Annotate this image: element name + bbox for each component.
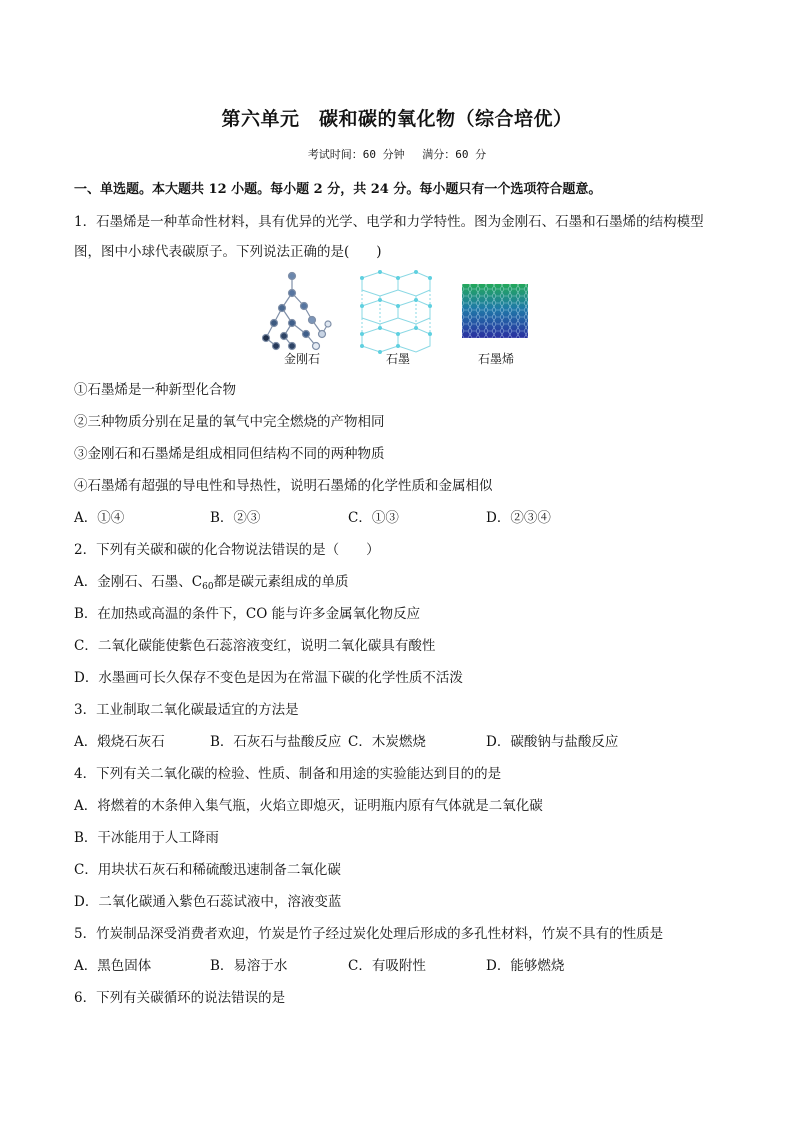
q4-option-d: D．二氧化碳通入紫色石蕊试液中，溶液变蓝: [74, 894, 342, 910]
caption-diamond: 金刚石: [283, 352, 320, 366]
q1-option-b: B．②③: [210, 510, 261, 526]
q1-statement-2: ②三种物质分别在足量的氧气中完全燃烧的产物相同: [74, 414, 385, 430]
q5-option-d: D．能够燃烧: [486, 958, 565, 974]
q4-option-b: B．干冰能用于人工降雨: [74, 830, 219, 846]
q5-option-c: C．有吸附性: [348, 958, 426, 974]
q2-option-c: C．二氧化碳能使紫色石蕊溶液变红，说明二氧化碳具有酸性: [74, 638, 436, 654]
q4-option-c: C．用块状石灰石和稀硫酸迅速制备二氧化碳: [74, 862, 341, 878]
q5-option-b: B．易溶于水: [210, 958, 288, 974]
q6-stem: 6．下列有关碳循环的说法错误的是: [74, 990, 286, 1006]
q1-statement-1: ①石墨烯是一种新型化合物: [74, 382, 236, 398]
q1-statement-4: ④石墨烯有超强的导电性和导热性，说明石墨烯的化学性质和金属相似: [74, 478, 493, 494]
q2-option-a-pre: A．金刚石、石墨、C: [74, 574, 203, 590]
q2-option-a: [74, 570, 349, 592]
q4-option-a: A．将燃着的木条伸入集气瓶，火焰立即熄灭，证明瓶内原有气体就是二氧化碳: [74, 798, 543, 814]
caption-graphite: 石墨: [385, 352, 410, 366]
graphite-model: [362, 272, 430, 352]
page-title: 第六单元 碳和碳的氧化物（综合培优）: [221, 108, 573, 130]
q2-option-b: B．在加热或高温的条件下，CO 能与许多金属氧化物反应: [74, 606, 421, 622]
caption-graphene: 石墨烯: [477, 352, 514, 366]
q2-option-a-post: 都是碳元素组成的单质: [213, 574, 349, 590]
diamond-model: [263, 273, 332, 350]
q1-option-c: C．①③: [348, 510, 399, 526]
q2-stem: 2．下列有关碳和碳的化合物说法错误的是（ ）: [74, 542, 380, 558]
q4-stem: 4．下列有关二氧化碳的检验、性质、制备和用途的实验能达到目的的是: [74, 766, 502, 782]
graphite-atoms: [360, 270, 432, 354]
q3-stem: 3．工业制取二氧化碳最适宜的方法是: [74, 702, 299, 718]
q5-option-a: A．黑色固体: [74, 958, 152, 974]
section-heading: 一、单选题。本大题共 12 小题。每小题 2 分，共 24 分。每小题只有一个选项符合题意。: [74, 182, 602, 197]
q5-stem: 5．竹炭制品深受消费者欢迎，竹炭是竹子经过炭化处理后形成的多孔性材料，竹炭不具有的性质是: [74, 926, 664, 942]
q1-stem-line1: 1．石墨烯是一种革命性材料，具有优异的光学、电学和力学特性。图为金刚石、石墨和石墨烯的结构模型: [74, 214, 704, 230]
q2-option-a-subscript: 60: [202, 582, 214, 592]
exam-info: 考试时间：60 分钟 满分：60 分: [307, 148, 487, 161]
q1-statement-3: ③金刚石和石墨烯是组成相同但结构不同的两种物质: [74, 446, 385, 462]
q3-option-b: B．石灰石与盐酸反应: [210, 734, 342, 750]
q3-option-a: A．煅烧石灰石: [74, 734, 165, 750]
graphene-model: [462, 284, 528, 338]
q3-option-d: D．碳酸钠与盐酸反应: [486, 734, 619, 750]
q1-stem-line2: 图，图中小球代表碳原子。下列说法正确的是( ): [74, 244, 382, 260]
q3-option-c: C．木炭燃烧: [348, 734, 426, 750]
q2-option-d: D．水墨画可长久保存不变色是因为在常温下碳的化学性质不活泼: [74, 670, 463, 686]
q1-option-a: A．①④: [74, 510, 125, 526]
q1-option-d: D．②③④: [486, 510, 551, 526]
